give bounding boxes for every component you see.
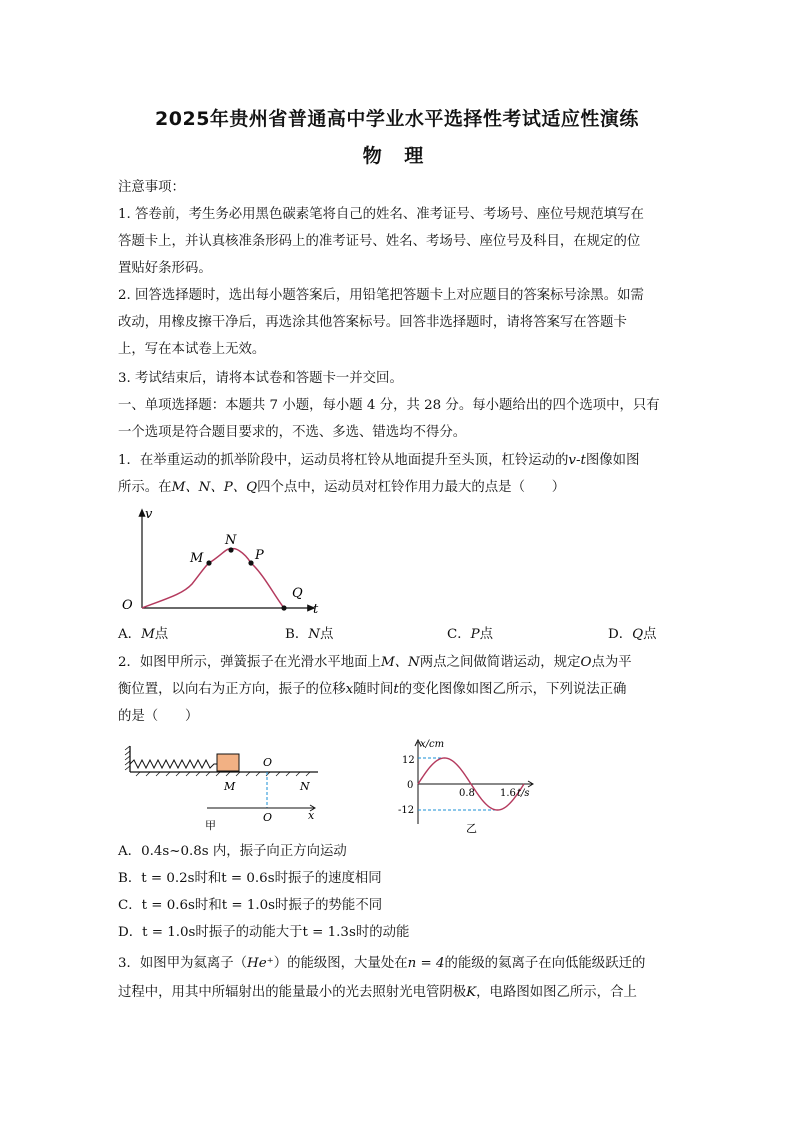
option-key: A． (118, 627, 142, 642)
option-key: C． (447, 627, 471, 642)
option-text: t = 0.6s时和t = 1.0s时振子的势能不同 (141, 898, 383, 913)
option-key: B． (118, 871, 142, 886)
q2-stem-line2 (118, 680, 678, 700)
option-text: t = 1.0s时振子的动能大于t = 1.3s时的动能 (142, 925, 410, 940)
option-key: D． (118, 925, 143, 940)
q1-option-d (608, 625, 657, 645)
option-key: B． (285, 627, 309, 642)
q2-stem-line3: 的是（ ） (118, 709, 199, 724)
q2-option-b (118, 869, 678, 889)
q2-var: t (393, 682, 399, 697)
q2-figure-yi (390, 734, 540, 836)
option-text: 点 (643, 627, 657, 642)
section-heading: 一、单项选择题：本题共 7 小题，每小题 4 分，共 28 分。每小题给出的四个选项中，只有 (118, 398, 660, 413)
q2-text: 点为平 (591, 655, 632, 670)
q3-var: K (466, 985, 477, 1000)
q3-text: 的能级的氦离子在向低能级跃迁的 (444, 956, 646, 971)
notice-line: 答题卡上，并认真核准条形码上的准考证号、姓名、考场号、座位号及科目，在规定的位 (118, 234, 641, 249)
spring (130, 760, 217, 768)
q1-option-c (447, 625, 493, 645)
q3-text: 3．如图甲为氦离子（ (118, 956, 248, 971)
q3-stem-line1 (118, 954, 678, 974)
q1-text: 1．在举重运动的抓举阶段中，运动员将杠铃从地面提升至头顶，杠铃运动的 (118, 453, 569, 468)
label-Q: Q (292, 586, 303, 601)
option-key: C． (118, 898, 142, 913)
q1-text: 图像如图 (585, 453, 640, 468)
x-tick-1.6: 1.6 (500, 788, 516, 799)
notice-line: 2. 回答选择题时，选出每小题答案后，用铅笔把答题卡上对应题目的答案标号涂黑。如需 (118, 288, 644, 303)
caption-jia: 甲 (205, 819, 216, 832)
notice-line: 1. 答卷前，考生务必用黑色碳素笔将自己的姓名、准考证号、考场号、座位号规范填写在 (118, 207, 644, 222)
exam-title: 2025年贵州省普通高中学业水平选择性考试适应性演练 (155, 108, 639, 130)
q3-text: ）的能级图，大量处在 (273, 956, 408, 971)
q1-var: M、N、P、Q (171, 480, 258, 495)
option-text: 0.4s~0.8s 内，振子向正方向运动 (141, 844, 347, 859)
q1-stem-line1 (118, 451, 678, 471)
q1-option-a (118, 625, 168, 645)
label-N: N (300, 780, 310, 793)
y-tick-neg12: -12 (398, 805, 415, 816)
option-var: M (141, 627, 155, 642)
y-tick-12: 12 (402, 755, 415, 766)
notice-heading: 注意事项： (118, 180, 185, 195)
q2-option-c (118, 896, 678, 916)
point-P (248, 560, 253, 565)
point-N (228, 547, 233, 552)
q2-var: x (345, 682, 354, 697)
notice-line: 3. 考试结束后，请将本试卷和答题卡一并交回。 (118, 371, 403, 386)
q1-stem-line2 (118, 478, 678, 498)
label-P: P (255, 548, 264, 563)
q2-option-d (118, 923, 678, 943)
q1-option-b (285, 625, 333, 645)
option-text: 点 (154, 627, 169, 642)
option-text: 点 (319, 627, 334, 642)
y-tick-0: 0 (407, 780, 414, 791)
q3-ion: He⁺ (247, 956, 274, 971)
q2-option-a (118, 842, 678, 862)
option-key: D． (608, 627, 633, 642)
x-tick-0.8: 0.8 (459, 788, 475, 799)
q2-var: M、N (380, 655, 420, 670)
option-key: A． (118, 844, 142, 859)
label-M: M (224, 780, 236, 793)
q2-var: O (580, 655, 592, 670)
q2-stem-line1 (118, 653, 678, 673)
label-O-top: O (263, 756, 273, 769)
q1-var: v-t (568, 453, 586, 468)
option-text: t = 0.2s时和t = 0.6s时振子的速度相同 (141, 871, 382, 886)
origin-label: O (122, 598, 133, 613)
point-Q (281, 605, 286, 610)
q1-text: 所示。在 (118, 480, 172, 495)
subject-title: 物 理 (362, 145, 432, 167)
point-M (206, 560, 211, 565)
label-M: M (190, 551, 204, 566)
q2-text: 随时间 (353, 682, 394, 697)
y-axis-label: x/cm (420, 739, 445, 750)
label-O-bottom: O (263, 811, 273, 824)
notice-line: 置贴好条形码。 (118, 261, 212, 276)
notice-line: 上，写在本试卷上无效。 (118, 342, 266, 357)
label-N: N (225, 533, 237, 548)
label-x: x (308, 809, 315, 822)
q3-var: n = 4 (407, 956, 445, 971)
q2-text: 衡位置，以向右为正方向，振子的位移 (118, 682, 346, 697)
option-var: P (470, 627, 480, 642)
q2-figure-jia (122, 738, 327, 833)
section-heading: 一个选项是符合题目要求的，不选、多选、错选均不得分。 (118, 425, 467, 440)
q3-text: ，电路图如图乙所示，合上 (476, 985, 637, 1000)
axis-label-v: v (145, 507, 153, 522)
notice-line: 改动，用橡皮擦干净后，再选涂其他答案标号。回答非选择题时，请将答案写在答题卡 (118, 315, 627, 330)
x-axis-label: t/s (517, 788, 530, 799)
q2-text: 2．如图甲所示，弹簧振子在光滑水平地面上 (118, 655, 381, 670)
axis-label-t: t (313, 602, 319, 617)
q2-text: 两点之间做简谐运动，规定 (419, 655, 581, 670)
q2-text: 的变化图像如图乙所示，下列说法正确 (398, 682, 627, 697)
q3-stem-line2 (118, 983, 678, 1003)
q1-text: 四个点中，运动员对杠铃作用力最大的点是（ ） (257, 480, 566, 495)
q1-vt-graph (112, 500, 342, 620)
option-var: N (308, 627, 320, 642)
option-var: Q (632, 627, 644, 642)
oscillator-block (217, 754, 239, 771)
caption-yi: 乙 (466, 822, 477, 835)
option-text: 点 (479, 627, 494, 642)
q3-text: 过程中，用其中所辐射出的能量最小的光去照射光电管阴极 (118, 985, 467, 1000)
